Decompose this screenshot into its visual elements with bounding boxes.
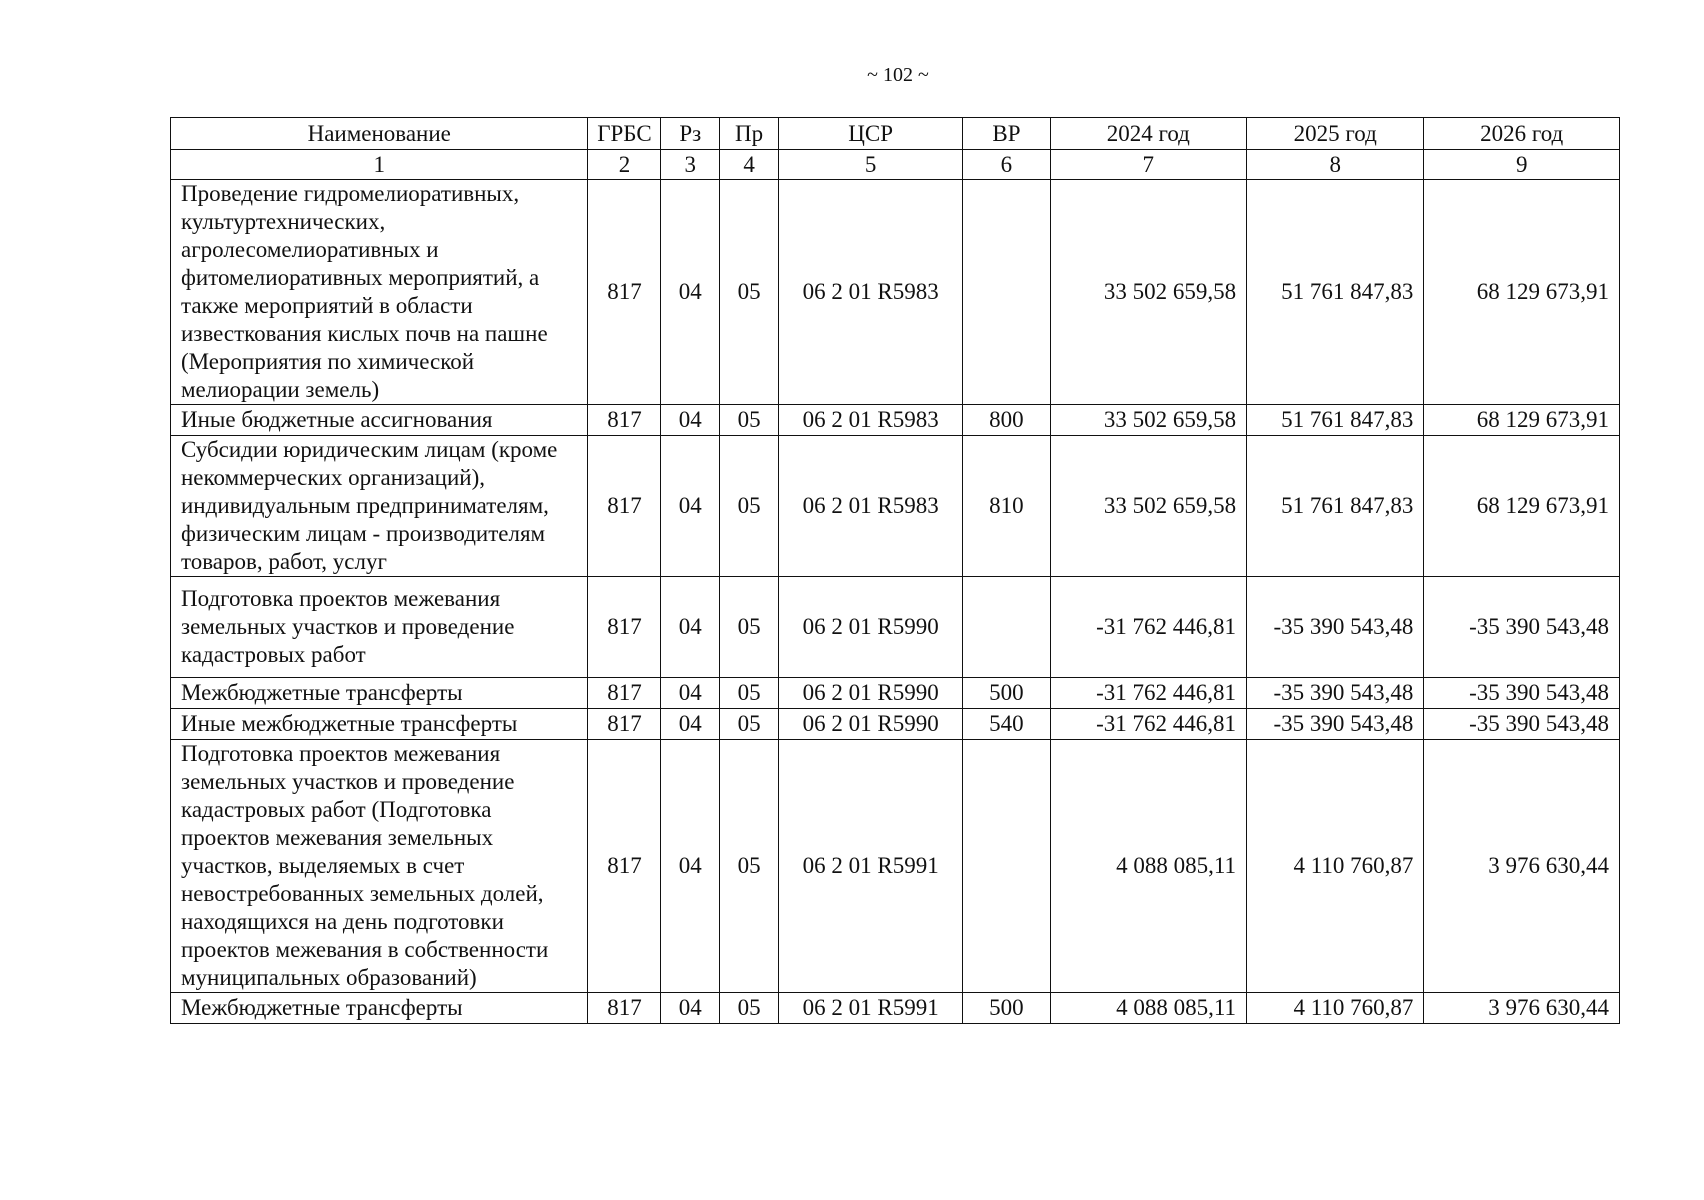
col-header-name: Наименование [171, 118, 588, 150]
cell-name: Проведение гидромелиоративных, культуртехнических, агролесомелиоративных и фитомелиоративных мероприятий, а также мероприятий в области известкования кислых почв на пашне (Мероприятия по химической мелиорации земель) [171, 180, 588, 405]
cell-2024: 33 502 659,58 [1050, 180, 1247, 405]
cell-2024: -31 762 446,81 [1050, 678, 1247, 709]
cell-name: Межбюджетные трансферты [171, 993, 588, 1024]
cell-grbs: 817 [588, 577, 661, 678]
cell-2025: 51 761 847,83 [1247, 180, 1424, 405]
cell-vr [963, 740, 1050, 993]
cell-pr: 05 [720, 709, 779, 740]
col-header-2025: 2025 год [1247, 118, 1424, 150]
cell-csr: 06 2 01 R5983 [778, 405, 962, 436]
cell-rz: 04 [661, 709, 720, 740]
table-row [171, 405, 1620, 436]
cell-2026: 3 976 630,44 [1424, 993, 1620, 1024]
cell-csr: 06 2 01 R5983 [778, 436, 962, 577]
cell-2026: -35 390 543,48 [1424, 678, 1620, 709]
cell-2026: 68 129 673,91 [1424, 405, 1620, 436]
table-row [171, 678, 1620, 709]
cell-rz: 04 [661, 577, 720, 678]
cell-2025: 4 110 760,87 [1247, 740, 1424, 993]
col-header-pr: Пр [720, 118, 779, 150]
cell-name: Субсидии юридическим лицам (кроме некоммерческих организаций), индивидуальным предпринимателям, физическим лицам - производителям товаров, работ, услуг [171, 436, 588, 577]
cell-2024: 4 088 085,11 [1050, 740, 1247, 993]
header-row [171, 118, 1620, 150]
page-number: ~ 102 ~ [867, 64, 929, 86]
budget-table [170, 117, 1620, 1024]
cell-name: Иные бюджетные ассигнования [171, 405, 588, 436]
cell-2026: -35 390 543,48 [1424, 577, 1620, 678]
cell-grbs: 817 [588, 436, 661, 577]
cell-2025: -35 390 543,48 [1247, 577, 1424, 678]
cell-vr: 500 [963, 993, 1050, 1024]
col-index: 7 [1050, 150, 1247, 180]
cell-2025: 4 110 760,87 [1247, 993, 1424, 1024]
column-index-row [171, 150, 1620, 180]
cell-pr: 05 [720, 180, 779, 405]
cell-csr: 06 2 01 R5991 [778, 993, 962, 1024]
cell-vr: 540 [963, 709, 1050, 740]
cell-csr: 06 2 01 R5990 [778, 577, 962, 678]
cell-grbs: 817 [588, 678, 661, 709]
cell-pr: 05 [720, 405, 779, 436]
cell-2024: 33 502 659,58 [1050, 405, 1247, 436]
col-header-2026: 2026 год [1424, 118, 1620, 150]
cell-pr: 05 [720, 436, 779, 577]
col-index: 1 [171, 150, 588, 180]
cell-vr [963, 577, 1050, 678]
cell-2024: 33 502 659,58 [1050, 436, 1247, 577]
cell-2026: -35 390 543,48 [1424, 709, 1620, 740]
cell-name: Подготовка проектов межевания земельных участков и проведение кадастровых работ (Подготовка проектов межевания земельных участков, выделяемых в счет невостребованных земельных долей, находящихся на день подготовки проектов межевания в собственности муниципальных образований) [171, 740, 588, 993]
cell-csr: 06 2 01 R5990 [778, 678, 962, 709]
cell-2026: 68 129 673,91 [1424, 436, 1620, 577]
cell-rz: 04 [661, 678, 720, 709]
col-header-grbs: ГРБС [588, 118, 661, 150]
cell-rz: 04 [661, 436, 720, 577]
col-header-vr: ВР [963, 118, 1050, 150]
cell-vr: 800 [963, 405, 1050, 436]
cell-vr [963, 180, 1050, 405]
table-row [171, 740, 1620, 993]
cell-name: Иные межбюджетные трансферты [171, 709, 588, 740]
cell-pr: 05 [720, 993, 779, 1024]
cell-grbs: 817 [588, 405, 661, 436]
col-index: 6 [963, 150, 1050, 180]
cell-name: Подготовка проектов межевания земельных участков и проведение кадастровых работ [171, 577, 588, 678]
cell-rz: 04 [661, 993, 720, 1024]
table-row [171, 436, 1620, 577]
col-header-2024: 2024 год [1050, 118, 1247, 150]
cell-csr: 06 2 01 R5991 [778, 740, 962, 993]
col-index: 9 [1424, 150, 1620, 180]
cell-name: Межбюджетные трансферты [171, 678, 588, 709]
cell-2025: -35 390 543,48 [1247, 678, 1424, 709]
cell-grbs: 817 [588, 993, 661, 1024]
cell-grbs: 817 [588, 709, 661, 740]
cell-csr: 06 2 01 R5983 [778, 180, 962, 405]
col-index: 5 [778, 150, 962, 180]
col-index: 2 [588, 150, 661, 180]
cell-2025: 51 761 847,83 [1247, 436, 1424, 577]
cell-vr: 500 [963, 678, 1050, 709]
cell-2026: 68 129 673,91 [1424, 180, 1620, 405]
cell-pr: 05 [720, 577, 779, 678]
cell-2026: 3 976 630,44 [1424, 740, 1620, 993]
cell-vr: 810 [963, 436, 1050, 577]
table-row [171, 993, 1620, 1024]
cell-pr: 05 [720, 740, 779, 993]
table-row [171, 577, 1620, 678]
table-row [171, 180, 1620, 405]
cell-2024: 4 088 085,11 [1050, 993, 1247, 1024]
col-index: 4 [720, 150, 779, 180]
cell-pr: 05 [720, 678, 779, 709]
col-index: 3 [661, 150, 720, 180]
cell-grbs: 817 [588, 740, 661, 993]
col-header-rz: Рз [661, 118, 720, 150]
col-index: 8 [1247, 150, 1424, 180]
cell-rz: 04 [661, 740, 720, 993]
cell-2025: 51 761 847,83 [1247, 405, 1424, 436]
cell-rz: 04 [661, 405, 720, 436]
cell-2024: -31 762 446,81 [1050, 709, 1247, 740]
table-row [171, 709, 1620, 740]
cell-2025: -35 390 543,48 [1247, 709, 1424, 740]
col-header-csr: ЦСР [778, 118, 962, 150]
cell-2024: -31 762 446,81 [1050, 577, 1247, 678]
cell-grbs: 817 [588, 180, 661, 405]
cell-rz: 04 [661, 180, 720, 405]
cell-csr: 06 2 01 R5990 [778, 709, 962, 740]
